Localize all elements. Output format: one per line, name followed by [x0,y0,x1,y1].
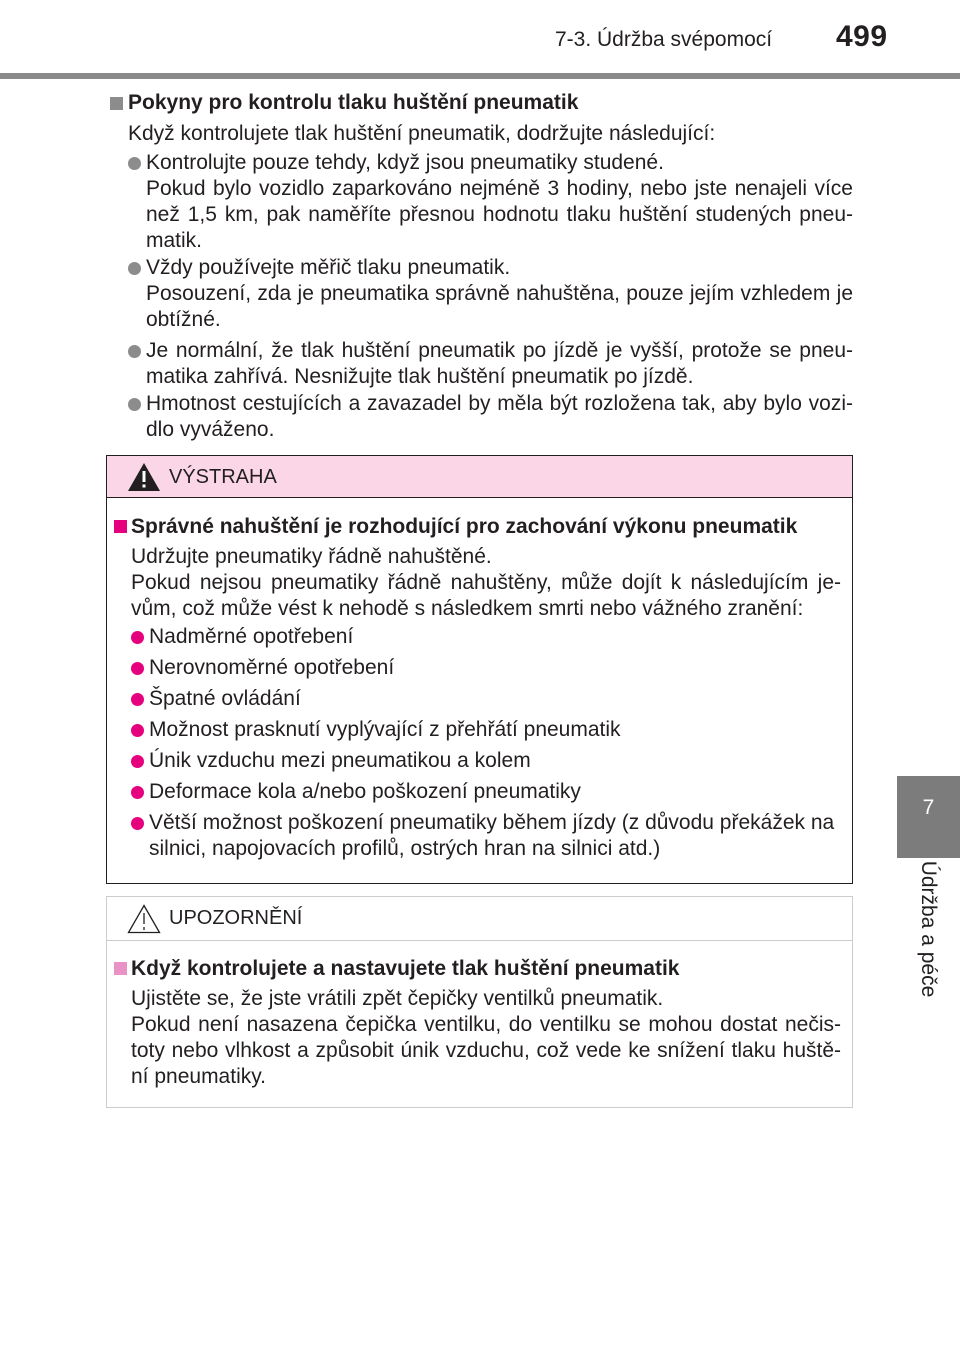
bullet-3-line: matika zahřívá. Nesnižujte tlak huštění pneumatik po jízdě. [146,365,694,388]
caution-box [106,896,853,1108]
warning-header [107,456,852,498]
bullet-dot-icon [128,262,141,275]
warning-item: silnici, napojovacích profilů, ostrých hran na silnici atd.) [149,837,661,860]
caution-header [107,897,852,941]
page-number: 499 [836,20,888,53]
warning-item: Deformace kola a/nebo poškození pneumatiky [149,780,581,803]
running-header-section: 7-3. Údržba svépomocí [555,28,773,51]
bullet-4-line: dlo vyváženo. [146,418,275,441]
caution-square-icon [114,962,127,975]
caution-line: Pokud není nasazena čepička ventilku, do ventilku se mohou dostat nečis- [131,1013,841,1036]
bullet-2-title: Vždy používejte měřič tlaku pneumatik. [146,256,511,279]
warning-box [106,455,853,884]
warning-bullet-icon [131,693,144,706]
section-heading: Pokyny pro kontrolu tlaku huštění pneumatik [128,91,579,114]
warning-item: Nerovnoměrné opotřebení [149,656,395,679]
warning-bullet-icon [131,662,144,675]
bullet-3-line: Je normální, že tlak huštění pneumatik po jízdě je vyšší, protože se pneu- [146,339,853,362]
intro-text: Když kontrolujete tlak huštění pneumatik, dodržujte následující: [128,122,716,145]
warning-bullet-icon [131,755,144,768]
warning-heading: Správné nahuštění je rozhodující pro zachování výkonu pneumatik [131,515,798,538]
caution-triangle-icon [127,904,161,934]
bullet-4-line: Hmotnost cestujících a zavazadel by měla být rozložena tak, aby bylo vozi- [146,392,853,415]
bullet-dot-icon [128,157,141,170]
caution-heading: Když kontrolujete a nastavujete tlak huštění pneumatik [131,957,680,980]
bullet-1-line: matik. [146,229,203,252]
warning-label: VÝSTRAHA [169,466,277,488]
warning-item: Větší možnost poškození pneumatiky během jízdy (z důvodu překážek na [149,811,835,834]
warning-item: Únik vzduchu mezi pneumatikou a kolem [149,749,531,772]
warning-bullet-icon [131,631,144,644]
warning-item: Nadměrné opotřebení [149,625,354,648]
warning-item: Špatné ovládání [149,687,301,710]
chapter-title: Údržba a péče [917,860,940,998]
bullet-1-line: než 1,5 km, pak naměříte přesnou hodnotu tlaku huštění studených pneu- [146,203,853,226]
caution-line: ní pneumatiky. [131,1065,267,1088]
bullet-2-line: obtížné. [146,308,221,331]
warning-bullet-icon [131,817,144,830]
warning-bullet-icon [131,786,144,799]
warning-triangle-icon [127,462,161,492]
warning-line: vům, což může vést k nehodě s následkem smrti nebo vážného zranění: [131,597,804,620]
bullet-2-line: Posouzení, zda je pneumatika správně nahuštěna, pouze jejím vzhledem je [146,282,853,305]
caution-label: UPOZORNĚNÍ [169,907,303,929]
section-square-icon [110,97,123,110]
warning-square-icon [114,520,127,533]
caution-line: toty nebo vlhkost a způsobit únik vzduchu, což vede ke snížení tlaku huště- [131,1039,841,1062]
bullet-1-title: Kontrolujte pouze tehdy, když jsou pneumatiky studené. [146,151,664,174]
bullet-dot-icon [128,345,141,358]
chapter-number: 7 [922,796,935,819]
warning-bullet-icon [131,724,144,737]
warning-item: Možnost prasknutí vyplývající z přehřátí pneumatik [149,718,621,741]
warning-line: Udržujte pneumatiky řádně nahuštěné. [131,545,492,568]
warning-line: Pokud nejsou pneumatiky řádně nahuštěny, může dojít k následujícím je- [131,571,841,594]
bullet-dot-icon [128,398,141,411]
bullet-1-line: Pokud bylo vozidlo zaparkováno nejméně 3 hodiny, nebo jste nenajeli více [146,177,853,200]
header-rule [0,73,960,79]
chapter-tab [897,776,960,858]
caution-line: Ujistěte se, že jste vrátili zpět čepičky ventilků pneumatik. [131,987,664,1010]
